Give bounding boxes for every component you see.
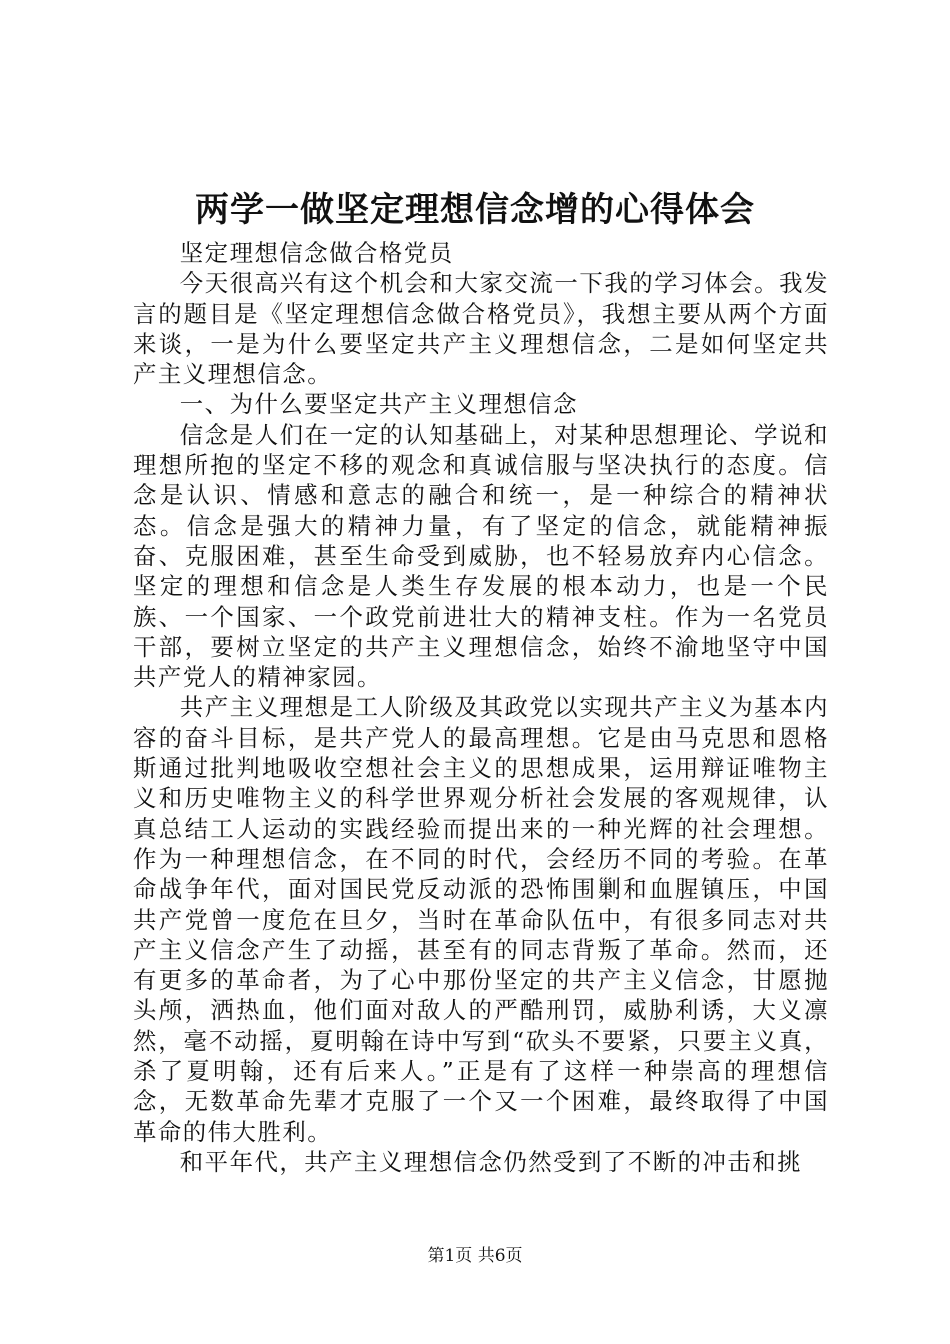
document-title: 两学一做坚定理想信念增的心得体会 [195, 190, 755, 230]
paragraph-belief-definition: 信念是人们在一定的认知基础上，对某种思想理论、学说和理想所抱的坚定不移的观念和真诚信服与坚决执行的态度。信念是认识、情感和意志的融合和统一，是一种综合的精神状态。信念是强大的精神力量，有了坚定的信念，就能精神振奋、克服困难，甚至生命受到威胁，也不轻易放弃内心信念。坚定的理想和信念是人类生存发展的根本动力，也是一个民族、一个国家、一个政党前进壮大的精神支柱。作为一名党员干部，要树立坚定的共产主义理想信念，始终不渝地坚守中国共产党人的精神家园。 [133, 420, 829, 692]
paragraph-subtitle: 坚定理想信念做合格党员 [179, 239, 454, 267]
paragraph-intro: 今天很高兴有这个机会和大家交流一下我的学习体会。我发言的题目是《坚定理想信念做合格党员》，我想主要从两个方面来谈，一是为什么要坚定共产主义理想信念，二是如何坚定共产主义理想信念。 [133, 269, 829, 389]
section-heading-1: 一、为什么要坚定共产主义理想信念 [179, 390, 579, 419]
paragraph-communist-ideal: 共产主义理想是工人阶级及其政党以实现共产主义为基本内容的奋斗目标，是共产党人的最高理想。它是由马克思和恩格斯通过批判地吸收空想社会主义的思想成果，运用辩证唯物主义和历史唯物主义的科学世界观分析社会发展的客观规律，认真总结工人运动的实践经验而提出来的一种光辉的社会理想。作为一种理想信念，在不同的时代，会经历不同的考验。在革命战争年代，面对国民党反动派的恐怖围剿和血腥镇压，中国共产党曾一度危在旦夕，当时在革命队伍中，有很多同志对共产主义信念产生了动摇，甚至有的同志背叛了革命。然而，还有更多的革命者，为了心中那份坚定的共产主义信念，甘愿抛头颅，洒热血，他们面对敌人的严酷刑罚，威胁利诱，大义凛然，毫不动摇，夏明翰在诗中写到“砍头不要紧，只要主义真，杀了夏明翰，还有后来人。”正是有了这样一种崇高的理想信念，无数革命先辈才克服了一个又一个困难，最终取得了中国革命的伟大胜利。 [133, 693, 829, 1146]
document-body [133, 238, 829, 1177]
page-footer: 第1页 共6页 [427, 1246, 523, 1266]
paragraph-peacetime: 和平年代，共产主义理想信念仍然受到了不断的冲击和挑 [179, 1147, 803, 1176]
